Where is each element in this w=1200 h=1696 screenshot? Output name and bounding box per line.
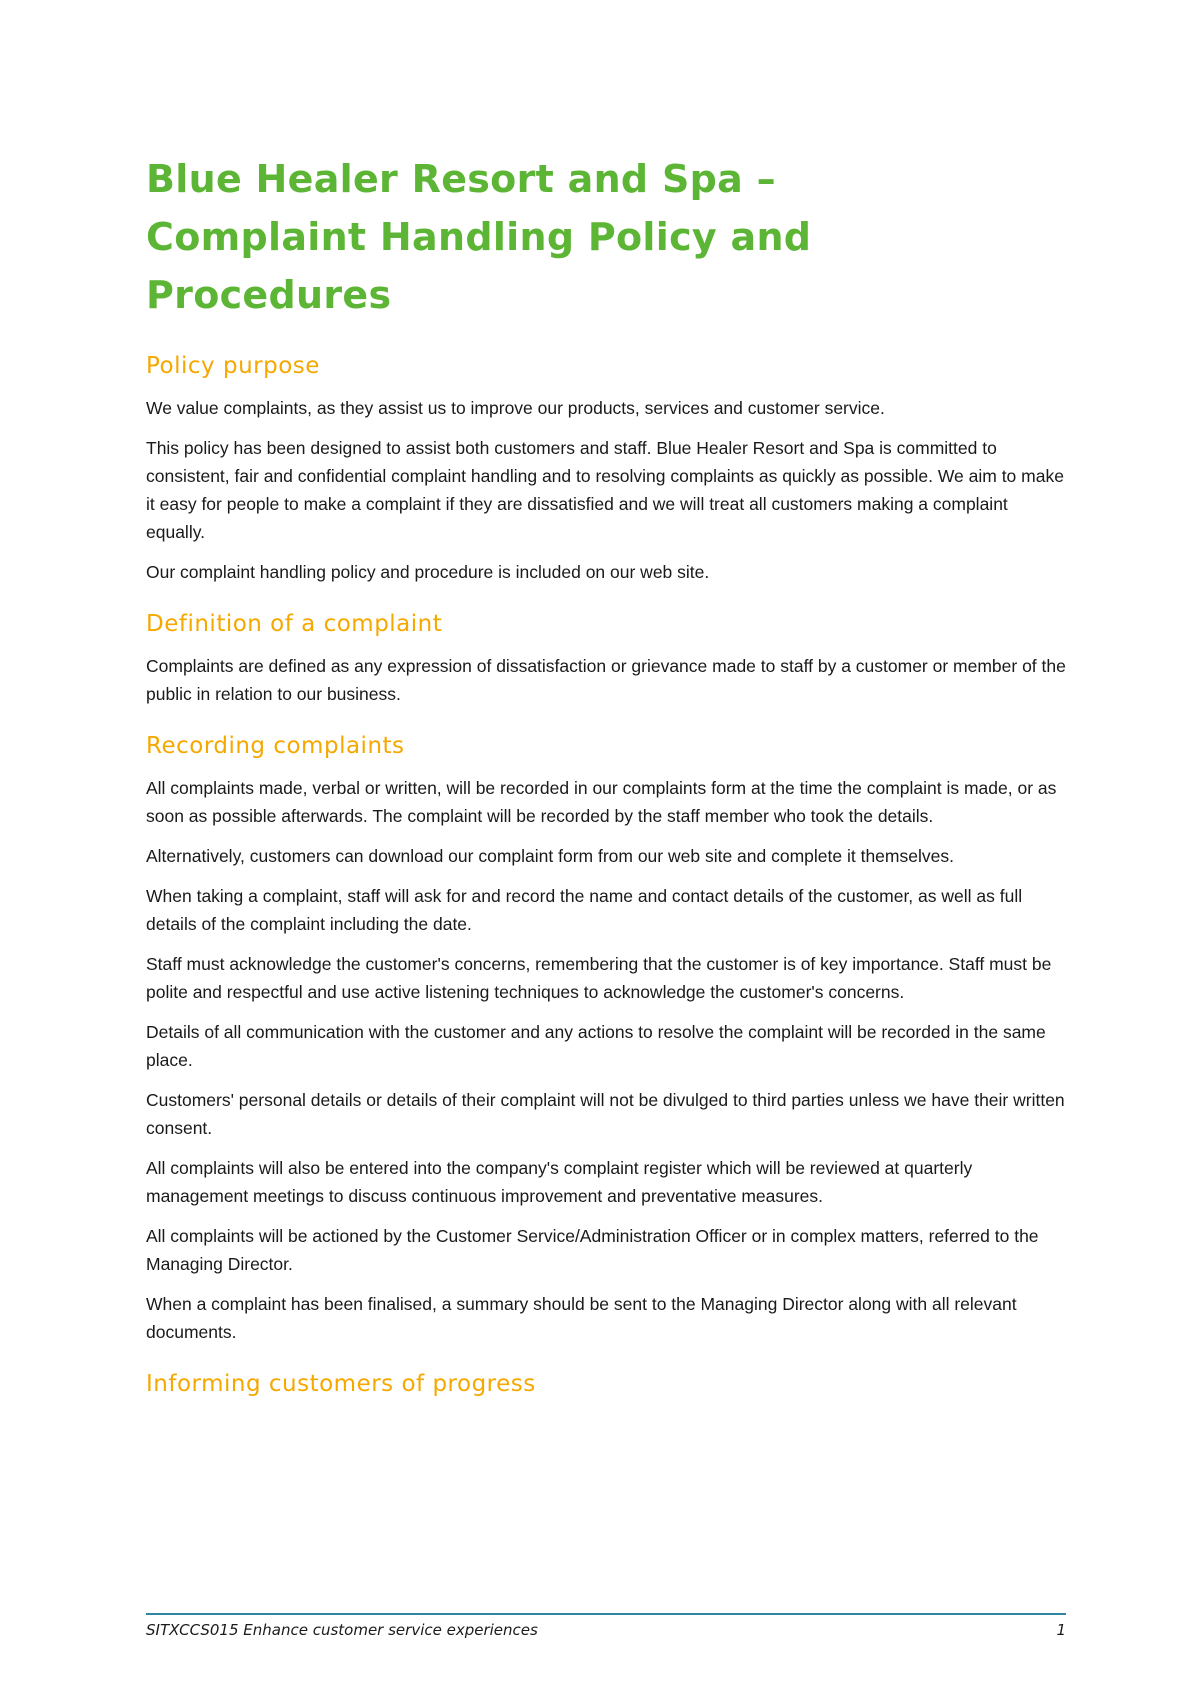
- title-line-2: Complaint Handling Policy and: [146, 215, 812, 259]
- paragraph: When taking a complaint, staff will ask for and record the name and contact details of the customer, as well as full details of the complaint including the date.: [146, 886, 1023, 934]
- paragraph: We value complaints, as they assist us to improve our products, services and customer service.: [146, 398, 885, 418]
- paragraph: Staff must acknowledge the customer's concerns, remembering that the customer is of key importance. Staff must be polite and respectful and use active listening techniques to acknowledge the customer's concerns.: [146, 954, 1052, 1002]
- heading-definition: Definition of a complaint: [146, 611, 443, 637]
- document-page: [146, 150, 1066, 1412]
- paragraph: Customers' personal details or details of their complaint will not be divulged to third parties unless we have their written consent.: [146, 1090, 1065, 1138]
- paragraph: All complaints will also be entered into the company's complaint register which will be reviewed at quarterly management meetings to discuss continuous improvement and preventative measures.: [146, 1158, 973, 1206]
- document-title: [146, 150, 1066, 324]
- paragraph: All complaints made, verbal or written, will be recorded in our complaints form at the time the complaint is made, or as soon as possible afterwards. The complaint will be recorded by the staff member who took the details.: [146, 778, 1057, 826]
- paragraph: Alternatively, customers can download our complaint form from our web site and complete it themselves.: [146, 846, 954, 866]
- title-line-3: Procedures: [146, 273, 392, 317]
- heading-recording: Recording complaints: [146, 733, 405, 759]
- footer-course-title: SITXCCS015 Enhance customer service experiences: [146, 1621, 538, 1639]
- heading-policy-purpose: Policy purpose: [146, 353, 320, 379]
- title-line-1: Blue Healer Resort and Spa –: [146, 157, 776, 201]
- paragraph: Complaints are defined as any expression of dissatisfaction or grievance made to staff by a customer or member of the public in relation to our business.: [146, 656, 1066, 704]
- paragraph: Details of all communication with the customer and any actions to resolve the complaint will be recorded in the same place.: [146, 1022, 1046, 1070]
- footer-page-number: 1: [1056, 1621, 1066, 1639]
- heading-informing-customers: Informing customers of progress: [146, 1371, 536, 1397]
- paragraph: Our complaint handling policy and procedure is included on our web site.: [146, 562, 710, 582]
- paragraph: When a complaint has been finalised, a summary should be sent to the Managing Director along with all relevant documents.: [146, 1294, 1017, 1342]
- paragraph: All complaints will be actioned by the Customer Service/Administration Officer or in complex matters, referred to the Managing Director.: [146, 1226, 1039, 1274]
- paragraph: This policy has been designed to assist both customers and staff. Blue Healer Resort and Spa is committed to consistent, fair and confidential complaint handling and to resolving complaints as quickly as possible. We aim to make it easy for people to make a complaint if they are dissatisfied and we will treat all customers making a complaint equally.: [146, 438, 1064, 542]
- page-footer: [146, 1613, 1066, 1639]
